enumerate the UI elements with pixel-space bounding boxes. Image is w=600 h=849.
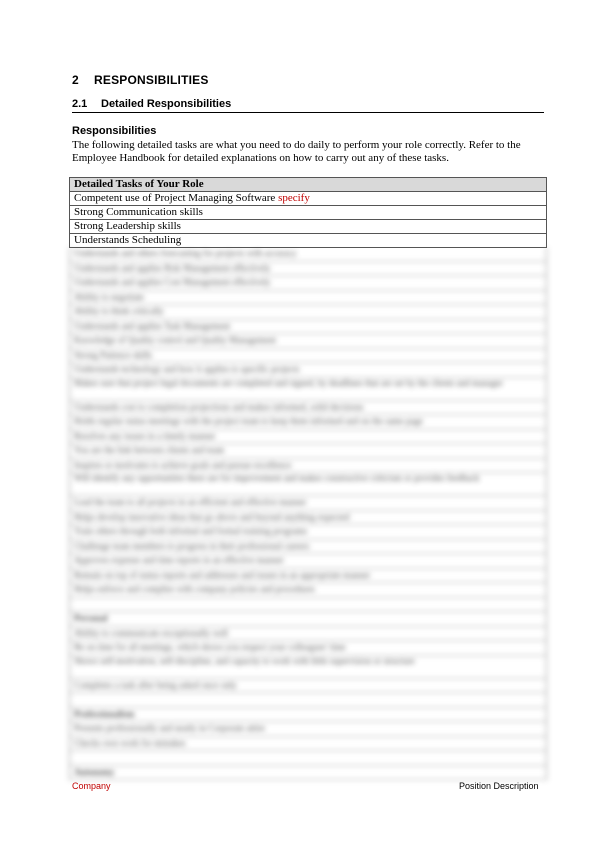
table-row: Lead the team to all projects in an efficient and effective manner xyxy=(69,496,547,511)
table-row: Knowledge of Quality control and Quality Management xyxy=(69,334,547,349)
footer-company: Company xyxy=(72,781,111,791)
table-row: Professionalism xyxy=(69,708,547,723)
table-row xyxy=(69,751,547,766)
table-row: Autonomy xyxy=(69,766,547,781)
table-row: Ability to communicate exceptionally well xyxy=(69,627,547,642)
task-text: Competent use of Project Managing Software xyxy=(74,192,276,204)
table-row xyxy=(69,693,547,708)
responsibilities-heading: Responsibilities xyxy=(72,125,157,137)
table-row: Personal xyxy=(69,612,547,627)
tasks-table xyxy=(69,177,547,248)
footer-position-description: Position Description xyxy=(459,781,539,791)
table-row: Ability to think critically xyxy=(69,305,547,320)
table-row: Challenge team members to progress in their professional careers xyxy=(69,540,547,555)
section-title: RESPONSIBILITIES xyxy=(94,73,209,87)
table-cell: Strong Leadership skills xyxy=(70,220,547,234)
table-cell xyxy=(70,192,547,206)
table-row xyxy=(70,192,547,206)
table-row: Approves expense and time reports in an effective manner xyxy=(69,554,547,569)
table-row xyxy=(69,598,547,613)
table-row: Remain on top of status reports and addresses and issues in an appropriate manner xyxy=(69,569,547,584)
table-row: Understands and applies Risk Management effectively xyxy=(69,262,547,277)
tasks-table-header: Detailed Tasks of Your Role xyxy=(70,178,547,192)
subsection-title: Detailed Responsibilities xyxy=(101,98,232,110)
table-row: Inspires or motivates to achieve goals and pursue excellence xyxy=(69,459,547,474)
table-row: Completes a task after being asked once only xyxy=(69,679,547,694)
table-row: Understands and applies Cost Management effectively xyxy=(69,276,547,291)
blurred-rows xyxy=(69,247,547,780)
table-row: Understands and others forecasting for projects with accuracy xyxy=(69,247,547,262)
table-row: Understands technology and how it applies to specific projects xyxy=(69,363,547,378)
table-row: You are the link between clients and team xyxy=(69,444,547,459)
table-row: Understands cost to completion projections and makes informed, solid decisions xyxy=(69,401,547,416)
specify-tag: specify xyxy=(278,192,310,204)
table-row: Resolves any issues in a timely manner xyxy=(69,430,547,445)
table-row: Shows self-motivation, self-discipline, and capacity to work with little supervision or structure xyxy=(69,656,547,679)
table-row: Understands and applies Task Management xyxy=(69,320,547,335)
table-cell: Understands Scheduling xyxy=(70,234,547,248)
table-row: Checks own work for mistakes xyxy=(69,737,547,752)
table-row: Ability to negotiate xyxy=(69,291,547,306)
table-row: Strong Patience skills xyxy=(69,349,547,364)
subsection-heading xyxy=(72,98,544,113)
subsection-number: 2.1 xyxy=(72,98,88,110)
section-heading xyxy=(72,73,209,87)
table-row: Presents professionally and neatly in Corporate attire xyxy=(69,722,547,737)
tasks-table-header-row xyxy=(70,178,547,192)
table-row: Helps develop innovative ideas that go above and beyond anything expected xyxy=(69,511,547,526)
table-row xyxy=(70,234,547,248)
intro-paragraph: The following detailed tasks are what you need to do daily to perform your role correctly. Refer to the Employee Handbook for detailed explanations on how to carry out any of these tasks. xyxy=(72,139,521,164)
table-cell: Strong Communication skills xyxy=(70,206,547,220)
table-row: Holds regular status meetings with the project team to keep them informed and on the same page xyxy=(69,415,547,430)
table-row: Train others through both informal and formal training programs xyxy=(69,525,547,540)
section-number: 2 xyxy=(72,73,79,87)
table-row xyxy=(70,206,547,220)
table-row: Be on time for all meetings, which shows you respect your colleagues' time xyxy=(69,641,547,656)
table-row: Helps enforce and complies with company policies and procedures xyxy=(69,583,547,598)
table-row: Will identify any opportunities there are for improvement and makes constructive criticism or provides feedback xyxy=(69,473,547,496)
table-row xyxy=(70,220,547,234)
blurred-content xyxy=(69,247,547,777)
table-row: Makes sure that project legal documents are completed and signed, by deadlines that are set by the clients and manager xyxy=(69,378,547,401)
